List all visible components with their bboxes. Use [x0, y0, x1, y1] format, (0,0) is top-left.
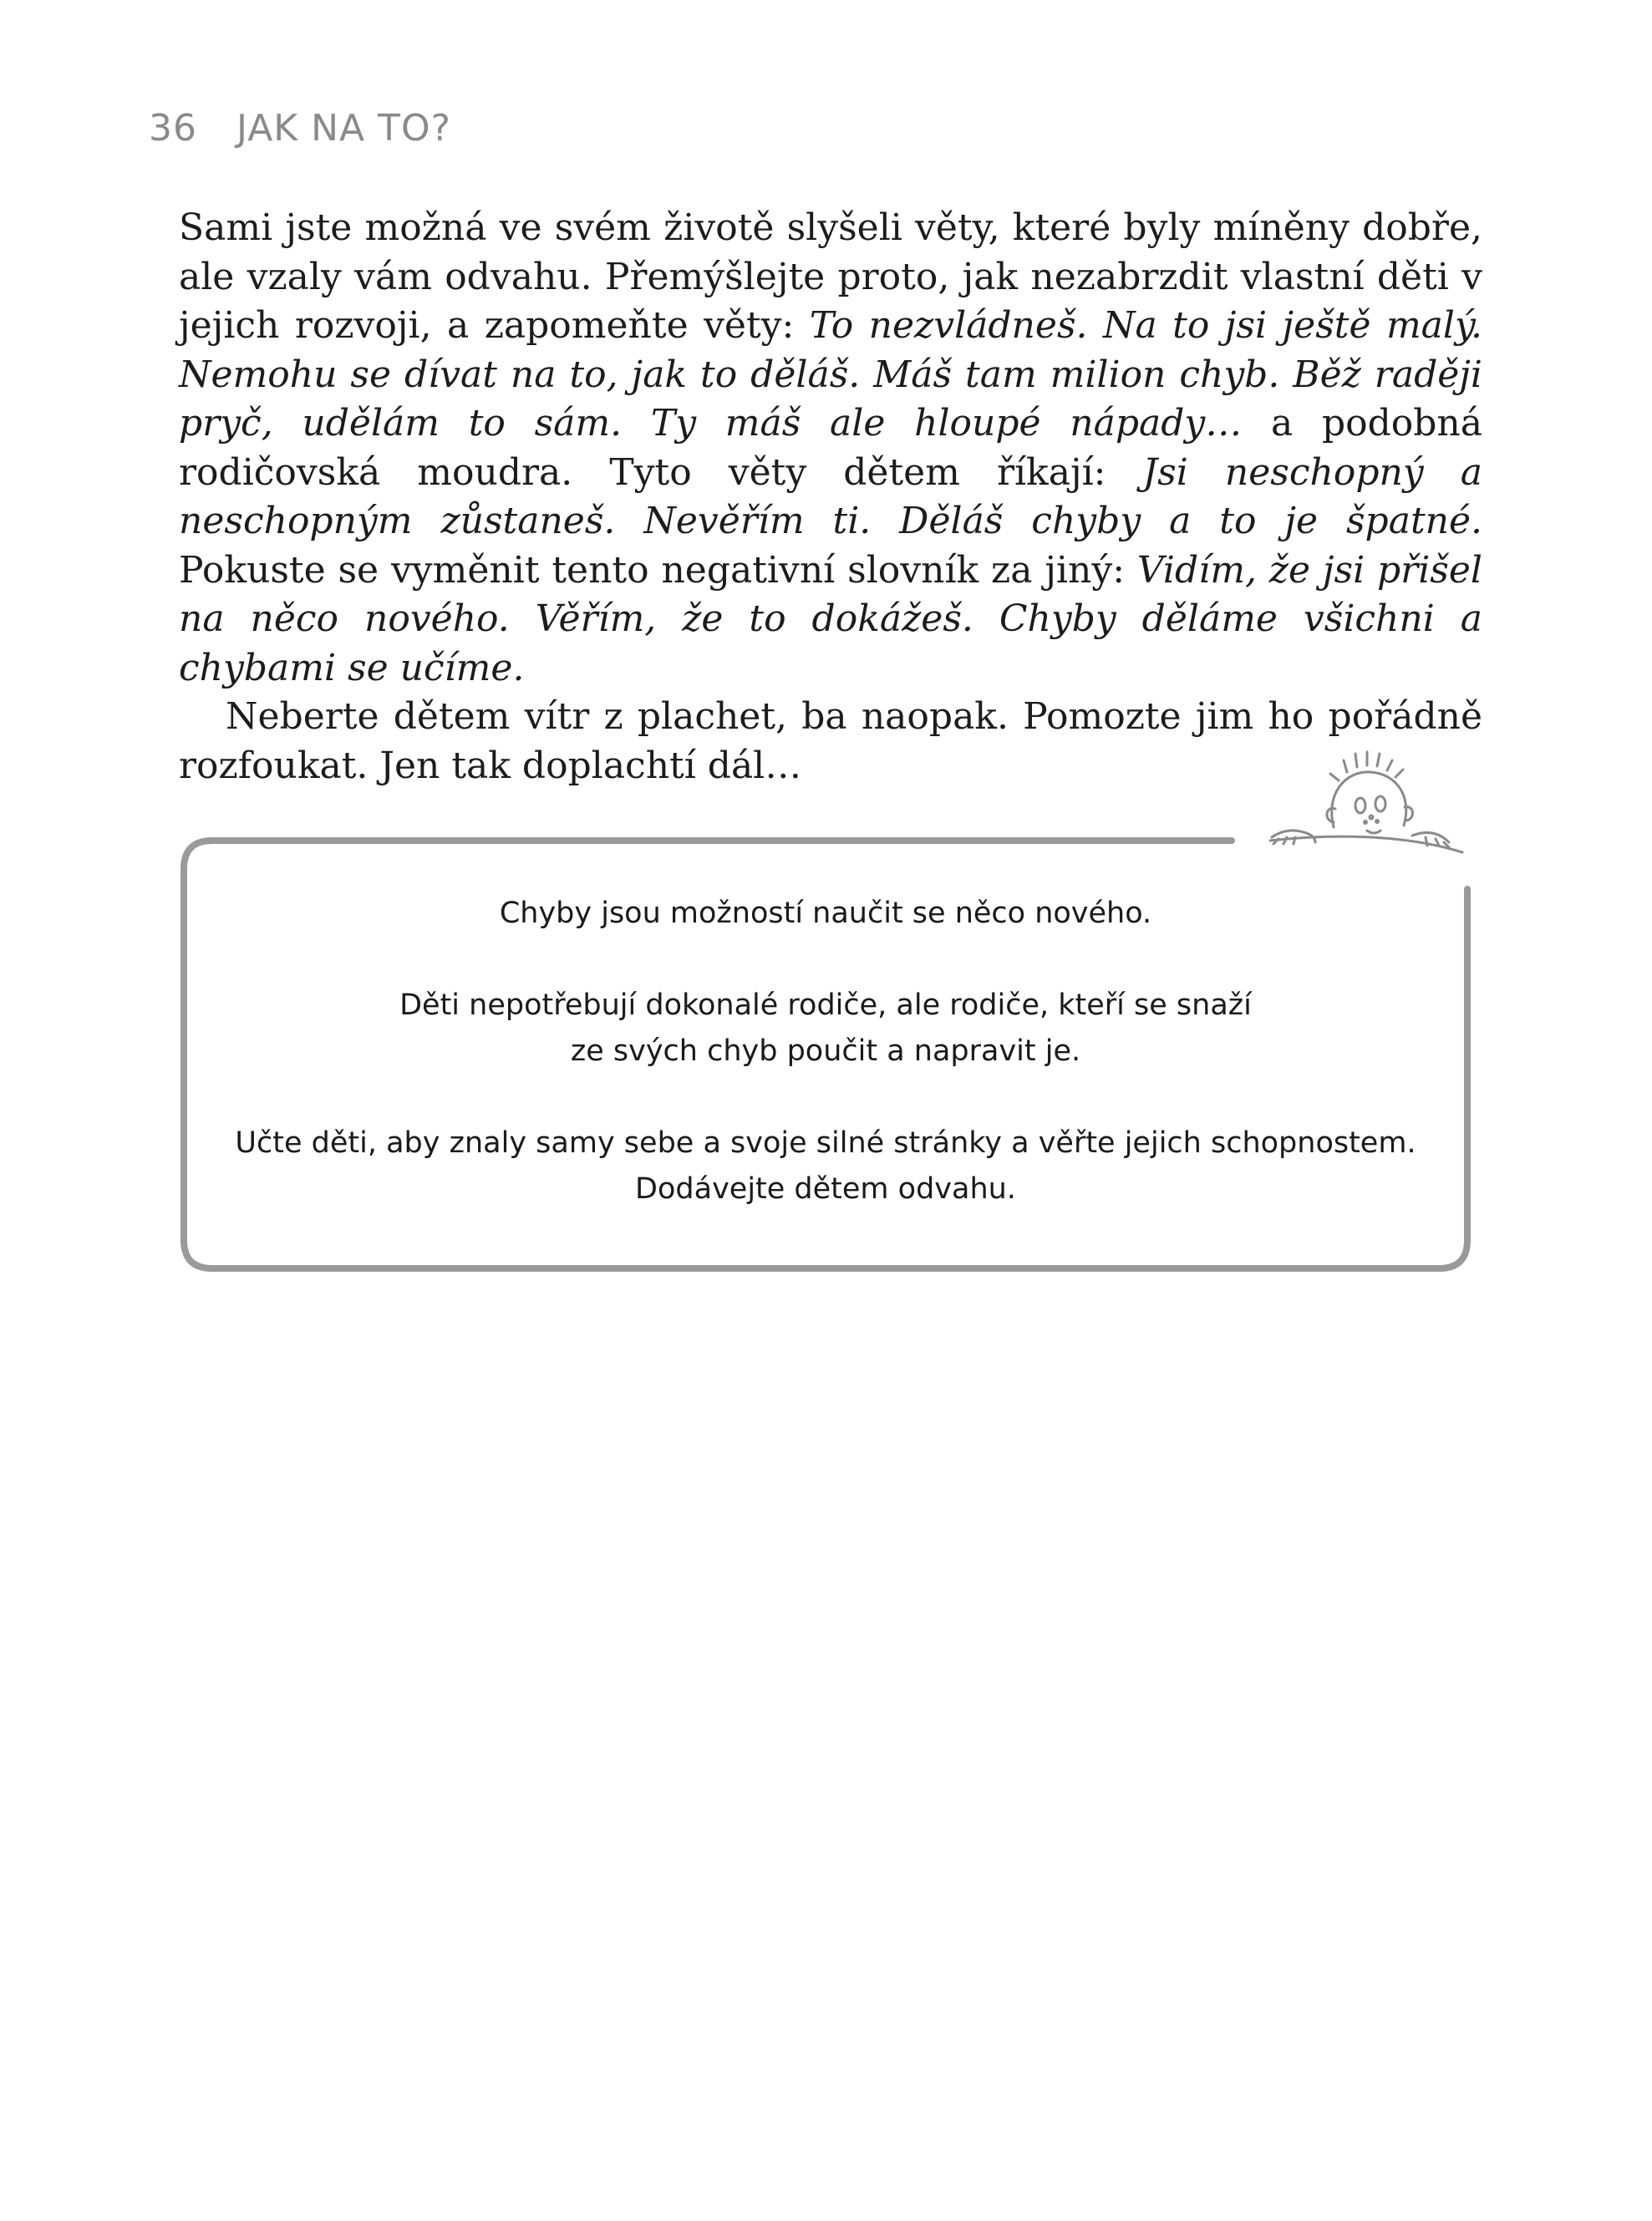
callout-line-1: Chyby jsou možností naučit se něco nového.: [499, 897, 1152, 930]
italic-quote: Jsi neschopný a neschopným zůstaneš. Nevěřím ti. Děláš chyby a to je špatné.: [179, 450, 1482, 542]
paragraph-1: [179, 204, 1482, 693]
callout-box: [179, 836, 1472, 1273]
callout-line-3: Učte děti, aby znaly samy sebe a svoje silné stránky a věřte jejich schopnostem. Dodávejte dětem odvahu.: [235, 1126, 1416, 1206]
callout-line-2: Děti nepotřebují dokonalé rodiče, ale rodiče, kteří se snaží ze svých chyb poučit a napravit je.: [399, 989, 1252, 1068]
body-text: [179, 204, 1482, 790]
italic-quote: Vidím, že jsi přišel na něco nového. Věřím, že to dokážeš. Chyby děláme všichni a chybami se učíme.: [179, 548, 1482, 689]
chapter-title: JAK NA TO?: [236, 107, 452, 150]
paragraph-2: Neberte dětem vítr z plachet, ba naopak. Pomozte jim ho pořádně rozfoukat. Jen tak doplachtí dál…: [179, 695, 1482, 787]
text-run: a podobná rodičovská moudra. Tyto věty dětem říkají:: [179, 402, 1482, 494]
page-number: 36: [149, 107, 197, 150]
italic-quote: To nezvládneš. Na to jsi ještě malý. Nemohu se dívat na to, jak to děláš. Máš tam milion chyb. Běž raději pryč, udělám to sám. Ty máš ale hloupé nápady…: [179, 304, 1482, 445]
running-header: [149, 107, 451, 150]
text-run: Pokuste se vyměnit tento negativní slovník za jiný:: [179, 548, 1137, 592]
callout-text: [179, 891, 1472, 1212]
text-run: Sami jste možná ve svém životě slyšeli věty, které byly míněny dobře, ale vzaly vám odvahu. Přemýšlejte proto, jak nezabrzdit vlastní děti v jejich rozvoji, a zapomeňte věty:: [179, 206, 1482, 347]
